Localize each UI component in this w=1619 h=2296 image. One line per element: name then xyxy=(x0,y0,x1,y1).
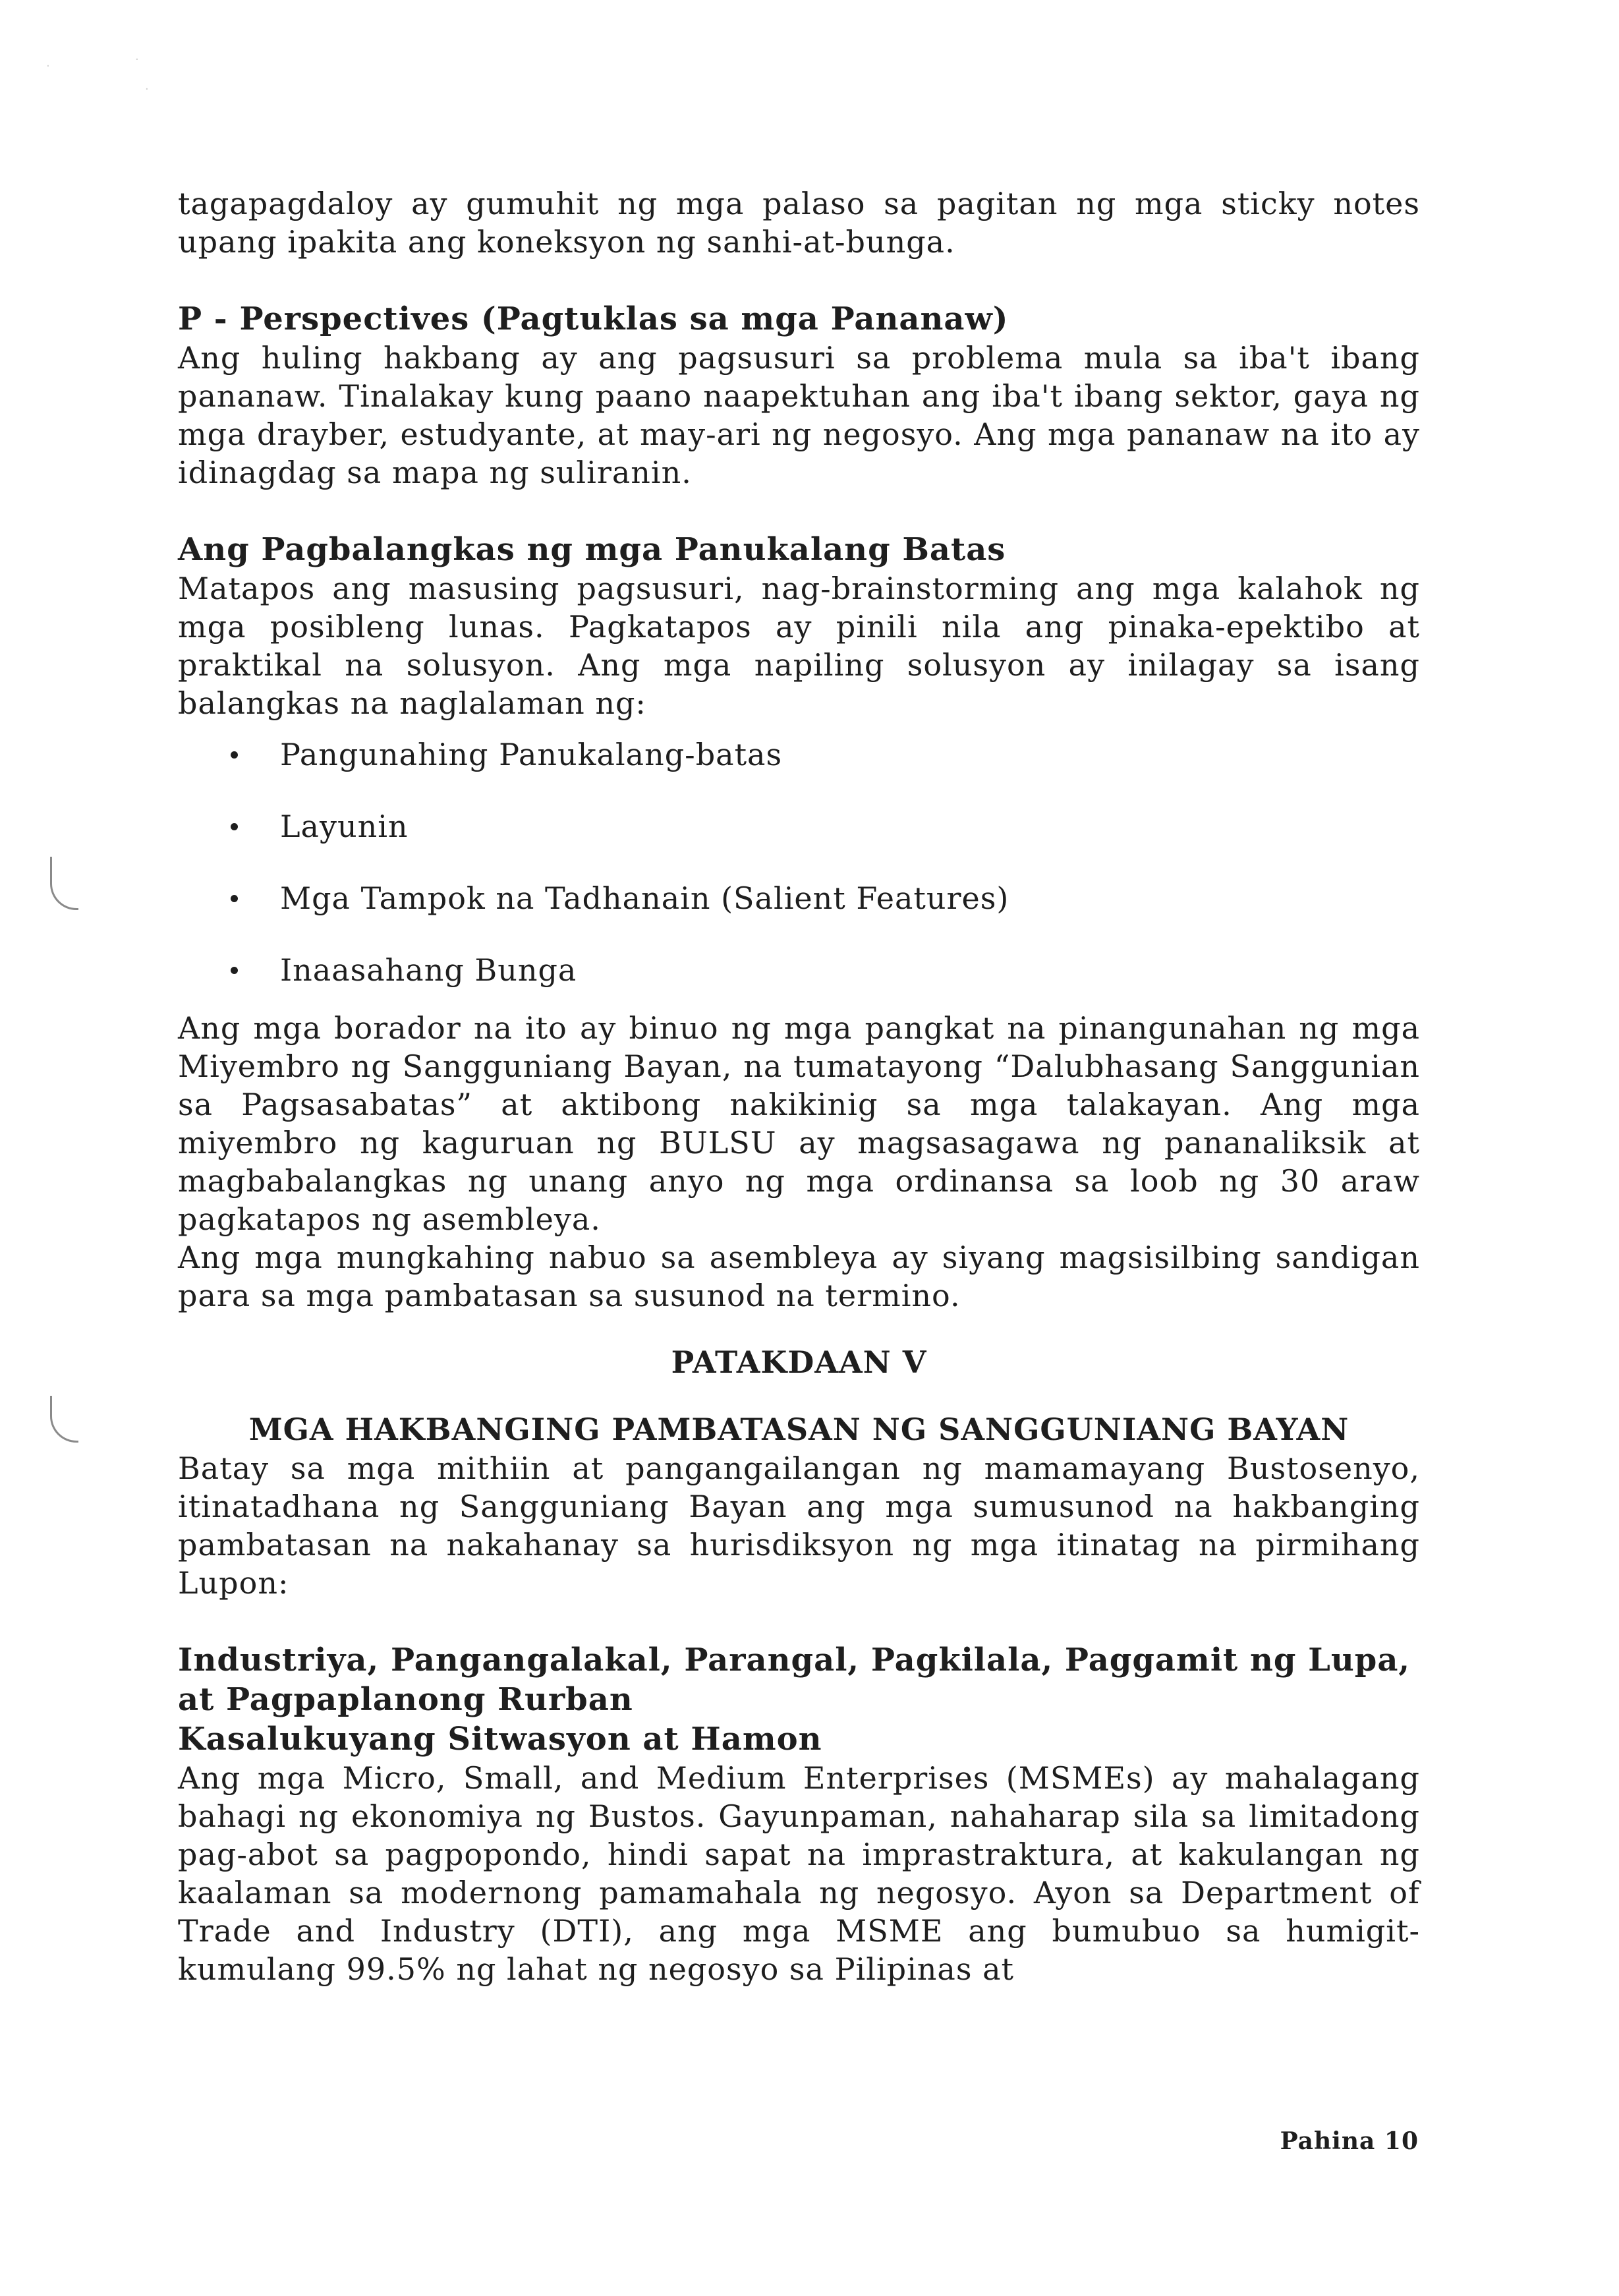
paragraph-borador: Ang mga borador na ito ay binuo ng mga pangkat na pinangunahan ng mga Miyembro ng Sangguniang Bayan, na tumatayong “Dalubhasang Sanggunian sa Pagsasabatas” at aktibong nakikinig sa mga talakayan. Ang mga miyembro ng kaguruan ng BULSU ay magsasagawa ng pananaliksik at magbabalangkas ng unang anyo ng mga ordinansa sa loob ng 30 araw pagkatapos ng asembleya. xyxy=(178,1010,1420,1237)
bullet-icon xyxy=(231,895,238,902)
section-heading-perspectives: P - Perspectives (Pagtuklas sa mga Pananaw) xyxy=(178,301,1009,337)
scan-mark: · xyxy=(135,53,139,67)
binder-hole-mark xyxy=(50,1396,78,1443)
paragraph-perspectives: Ang huling hakbang ay ang pagsusuri sa problema mula sa iba't ibang pananaw. Tinalakay kung paano naapektuhan ang iba't ibang sektor, gaya ng mga drayber, estudyante, at may-ari ng negosyo. Ang mga pananaw na ito ay idinagdag sa mapa ng suliranin. xyxy=(178,340,1420,490)
bullet-icon xyxy=(231,751,238,759)
paragraph-sitwasyon: Ang mga Micro, Small, and Medium Enterprises (MSMEs) ay mahalagang bahagi ng ekonomiya ng Bustos. Gayunpaman, nahaharap sila sa limitadong pag-abot sa pagpopondo, hindi sapat na imprastraktura, at kakulangan ng kaalaman sa modernong pamamahala ng negosyo. Ayon sa Department of Trade and Industry (DTI), ang mga MSME ang bumubuo sa humigit-kumulang 99.5% ng lahat ng negosyo sa Pilipinas at xyxy=(178,1760,1420,1987)
list-item xyxy=(178,951,1420,989)
list-item-text: Pangunahing Panukalang-batas xyxy=(280,737,783,772)
paragraph-mungkahi: Ang mga mungkahing nabuo sa asembleya ay siyang magsisilbing sandigan para sa mga pambatasan sa susunod na termino. xyxy=(178,1240,1420,1313)
list-item xyxy=(178,735,1420,774)
subsection-heading-sitwasyon: Kasalukuyang Sitwasyon at Hamon xyxy=(178,1721,822,1758)
section-heading-balangkas: Ang Pagbalangkas ng mga Panukalang Batas xyxy=(178,531,1006,568)
paragraph-balangkas: Matapos ang masusing pagsusuri, nag-brainstorming ang mga kalahok ng mga posibleng lunas. Pagkatapos ay pinili nila ang pinaka-epektibo at praktikal na solusyon. Ang mga napiling solusyon ay inilagay sa isang balangkas na naglalaman ng: xyxy=(178,571,1420,721)
section-heading-industriya: Industriya, Pangangalakal, Parangal, Pagkilala, Paggamit ng Lupa, at Pagpaplanong Rurban xyxy=(178,1642,1411,1718)
bullet-icon xyxy=(231,967,238,974)
bullet-icon xyxy=(231,823,238,830)
scan-mark: · xyxy=(145,82,149,96)
list-item-text: Inaasahang Bunga xyxy=(280,952,577,988)
list-item xyxy=(178,807,1420,846)
section-title-patakdaan: PATAKDAAN V xyxy=(671,1344,927,1380)
binder-hole-mark xyxy=(50,857,78,910)
paragraph-intro: tagapagdaloy ay gumuhit ng mga palaso sa pagitan ng mga sticky notes upang ipakita ang koneksyon ng sanhi-at-bunga. xyxy=(178,186,1420,260)
document-page xyxy=(178,185,1420,1988)
list-item-text: Mga Tampok na Tadhanain (Salient Features) xyxy=(280,880,1009,916)
paragraph-hakbangin: Batay sa mga mithiin at pangangailangan ng mamamayang Bustosenyo, itinatadhana ng Sangguniang Bayan ang mga sumusunod na hakbanging pambatasan na nakahanay sa hurisdiksyon ng mga itinatag na pirmihang Lupon: xyxy=(178,1450,1420,1601)
list-item-text: Layunin xyxy=(280,809,409,844)
list-item xyxy=(178,879,1420,917)
section-title-hakbangin: MGA HAKBANGING PAMBATASAN NG SANGGUNIANG BAYAN xyxy=(248,1412,1349,1447)
page-number: Pahina 10 xyxy=(1280,2127,1419,2155)
scan-mark: · xyxy=(46,59,50,73)
bullet-list xyxy=(178,735,1420,989)
